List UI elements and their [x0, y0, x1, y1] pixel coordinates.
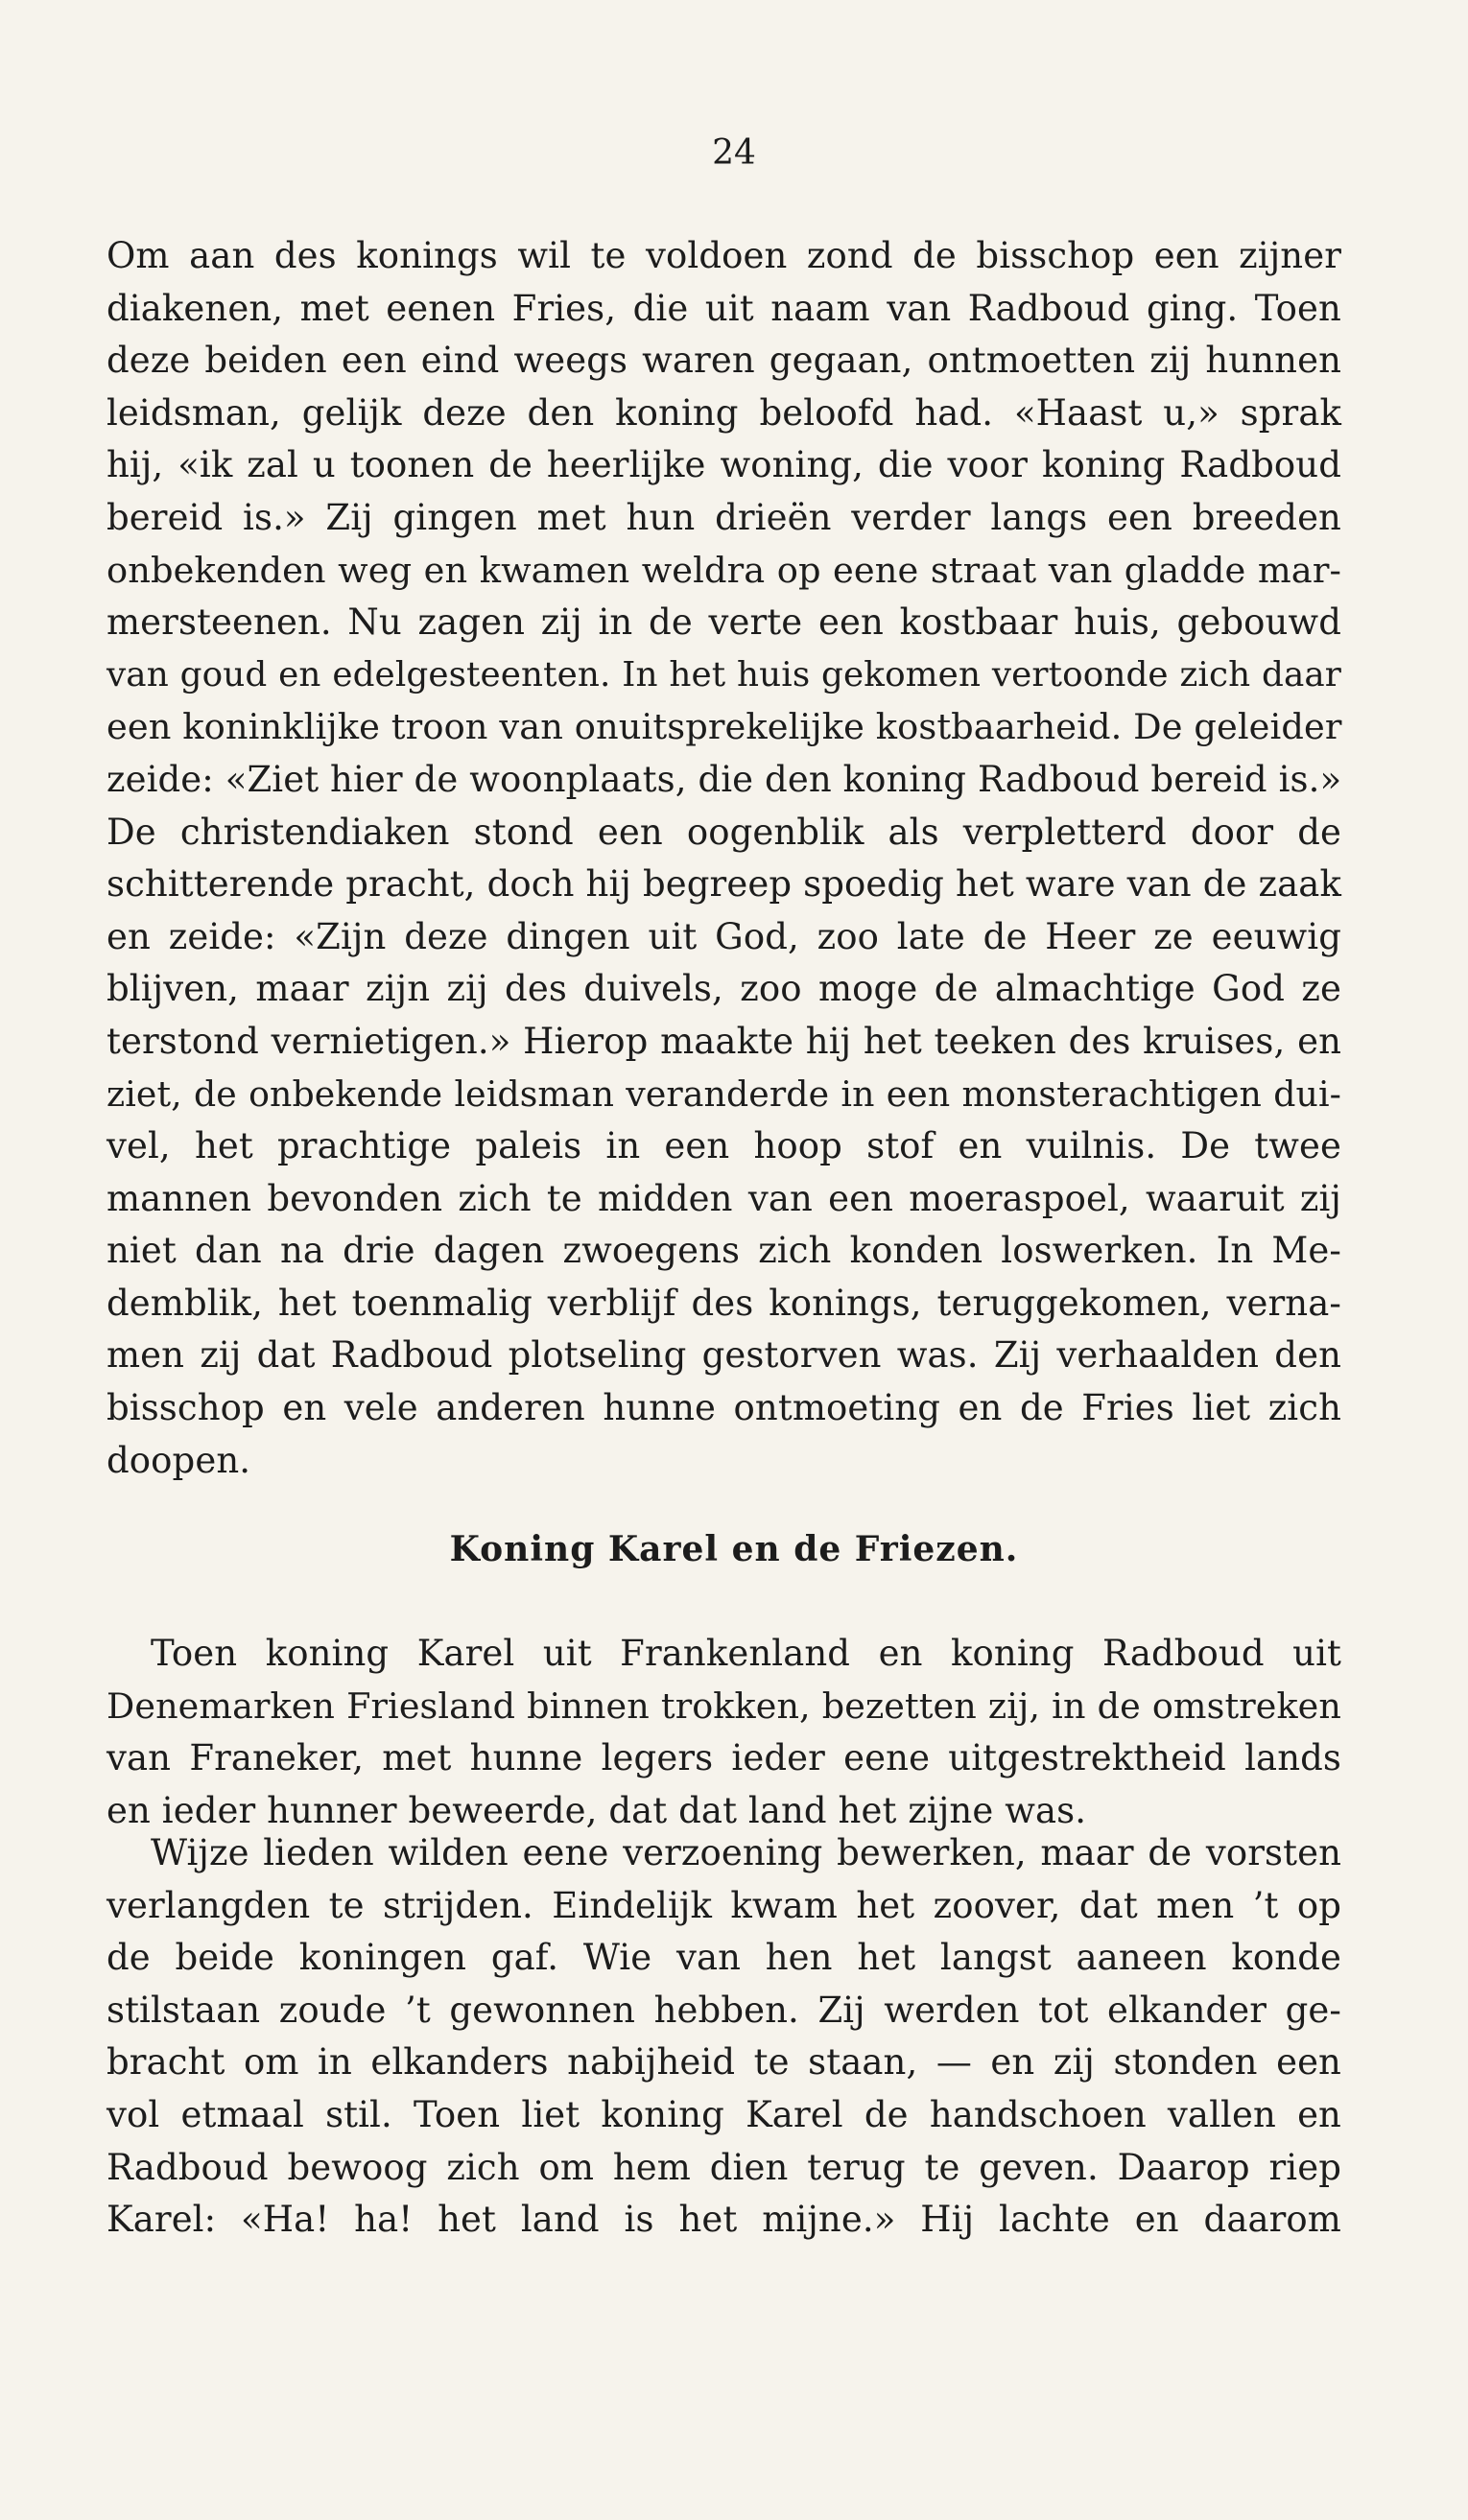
text-line: Om aan des konings wil te voldoen zond de bisschop een zijner: [107, 235, 1341, 276]
text-line: een koninklijke troon van onuitsprekelijke kostbaarheid. De geleider: [107, 706, 1342, 748]
text-line: de beide koningen gaf. Wie van hen het langst aaneen konde: [107, 1937, 1341, 1979]
text-line: deze beiden een eind weegs waren gegaan, ontmoetten zij hunnen: [107, 340, 1341, 382]
text-line: diakenen, met eenen Fries, die uit naam van Radboud ging. Toen: [107, 287, 1341, 329]
text-line: verlangden te strijden. Eindelijk kwam het zoover, dat men ’t op: [107, 1884, 1341, 1926]
text-line: en zeide: «Zijn deze dingen uit God, zoo late de Heer ze eeuwig: [107, 915, 1341, 957]
text-line: onbekenden weg en kwamen weldra op eene straat van gladde mar-: [107, 549, 1341, 591]
paragraph-standing-contest: [107, 1827, 1341, 2247]
text-line: Toen koning Karel uit Frankenland en koning Radboud uit: [151, 1633, 1341, 1674]
text-line: mannen bevonden zich te midden van een moeraspoel, waaruit zij: [107, 1177, 1341, 1219]
text-line: bisschop en vele anderen hunne ontmoeting en de Fries liet zich: [107, 1387, 1341, 1429]
text-line: Wijze lieden wilden eene verzoening bewerken, maar de vorsten: [151, 1832, 1341, 1873]
text-line: bracht om in elkanders nabijheid te staan, — en zij stonden een: [107, 2041, 1341, 2084]
text-line: doopen.: [107, 1439, 251, 1481]
text-line: terstond vernietigen.» Hierop maakte hij het teeken des kruises, en: [107, 1020, 1341, 1062]
section-heading: Koning Karel en de Friezen.: [449, 1529, 1019, 1569]
text-line: van Franeker, met hunne legers ieder eene uitgestrektheid lands: [107, 1737, 1341, 1779]
text-line: blijven, maar zijn zij des duivels, zoo moge de almachtige God ze: [107, 968, 1341, 1010]
text-line: Denemarken Friesland binnen trokken, bezetten zij, in de omstreken: [107, 1684, 1341, 1727]
text-line: bereid is.» Zij gingen met hun drieën verder langs een breeden: [107, 496, 1341, 538]
text-line: vel, het prachtige paleis in een hoop stof en vuilnis. De twee: [107, 1125, 1341, 1167]
text-line: hij, «ik zal u toonen de heerlijke woning, die voor koning Radboud: [107, 444, 1341, 486]
page-number: 24: [712, 133, 756, 173]
text-line: stilstaan zoude ’t gewonnen hebben. Zij werden tot elkander ge-: [107, 1989, 1341, 2031]
paragraph-radboud-palace: [107, 230, 1341, 1487]
text-line: leidsman, gelijk deze den koning beloofd had. «Haast u,» sprak: [107, 391, 1341, 434]
text-line: De christendiaken stond een oogenblik als verpletterd door de: [107, 811, 1341, 853]
text-line: en ieder hunner beweerde, dat dat land het zijne was.: [107, 1789, 1087, 1831]
text-line: vol etmaal stil. Toen liet koning Karel de handschoen vallen en: [107, 2093, 1341, 2135]
text-line: niet dan na drie dagen zwoegens zich konden loswerken. In Me-: [107, 1230, 1341, 1272]
text-line: schitterende pracht, doch hij begreep spoedig het ware van de zaak: [107, 863, 1341, 906]
text-line: zeide: «Ziet hier de woonplaats, die den koning Radboud bereid is.»: [107, 758, 1342, 800]
paragraph-kings-arrival: [107, 1628, 1341, 1837]
text-line: Radboud bewoog zich om hem dien terug te geven. Daarop riep: [107, 2146, 1341, 2188]
text-line: ziet, de onbekende leidsman veranderde in een monsterachtigen dui-: [107, 1072, 1341, 1115]
text-line: mersteenen. Nu zagen zij in de verte een kostbaar huis, gebouwd: [107, 601, 1341, 644]
text-line: demblik, het toenmalig verblijf des konings, teruggekomen, verna-: [107, 1282, 1341, 1324]
text-line: van goud en edelgesteenten. In het huis gekomen vertoonde zich daar: [107, 654, 1341, 695]
text-line: Karel: «Ha! ha! het land is het mijne.» Hij lachte en daarom: [107, 2199, 1341, 2241]
text-line: men zij dat Radboud plotseling gestorven was. Zij verhaalden den: [107, 1334, 1341, 1377]
